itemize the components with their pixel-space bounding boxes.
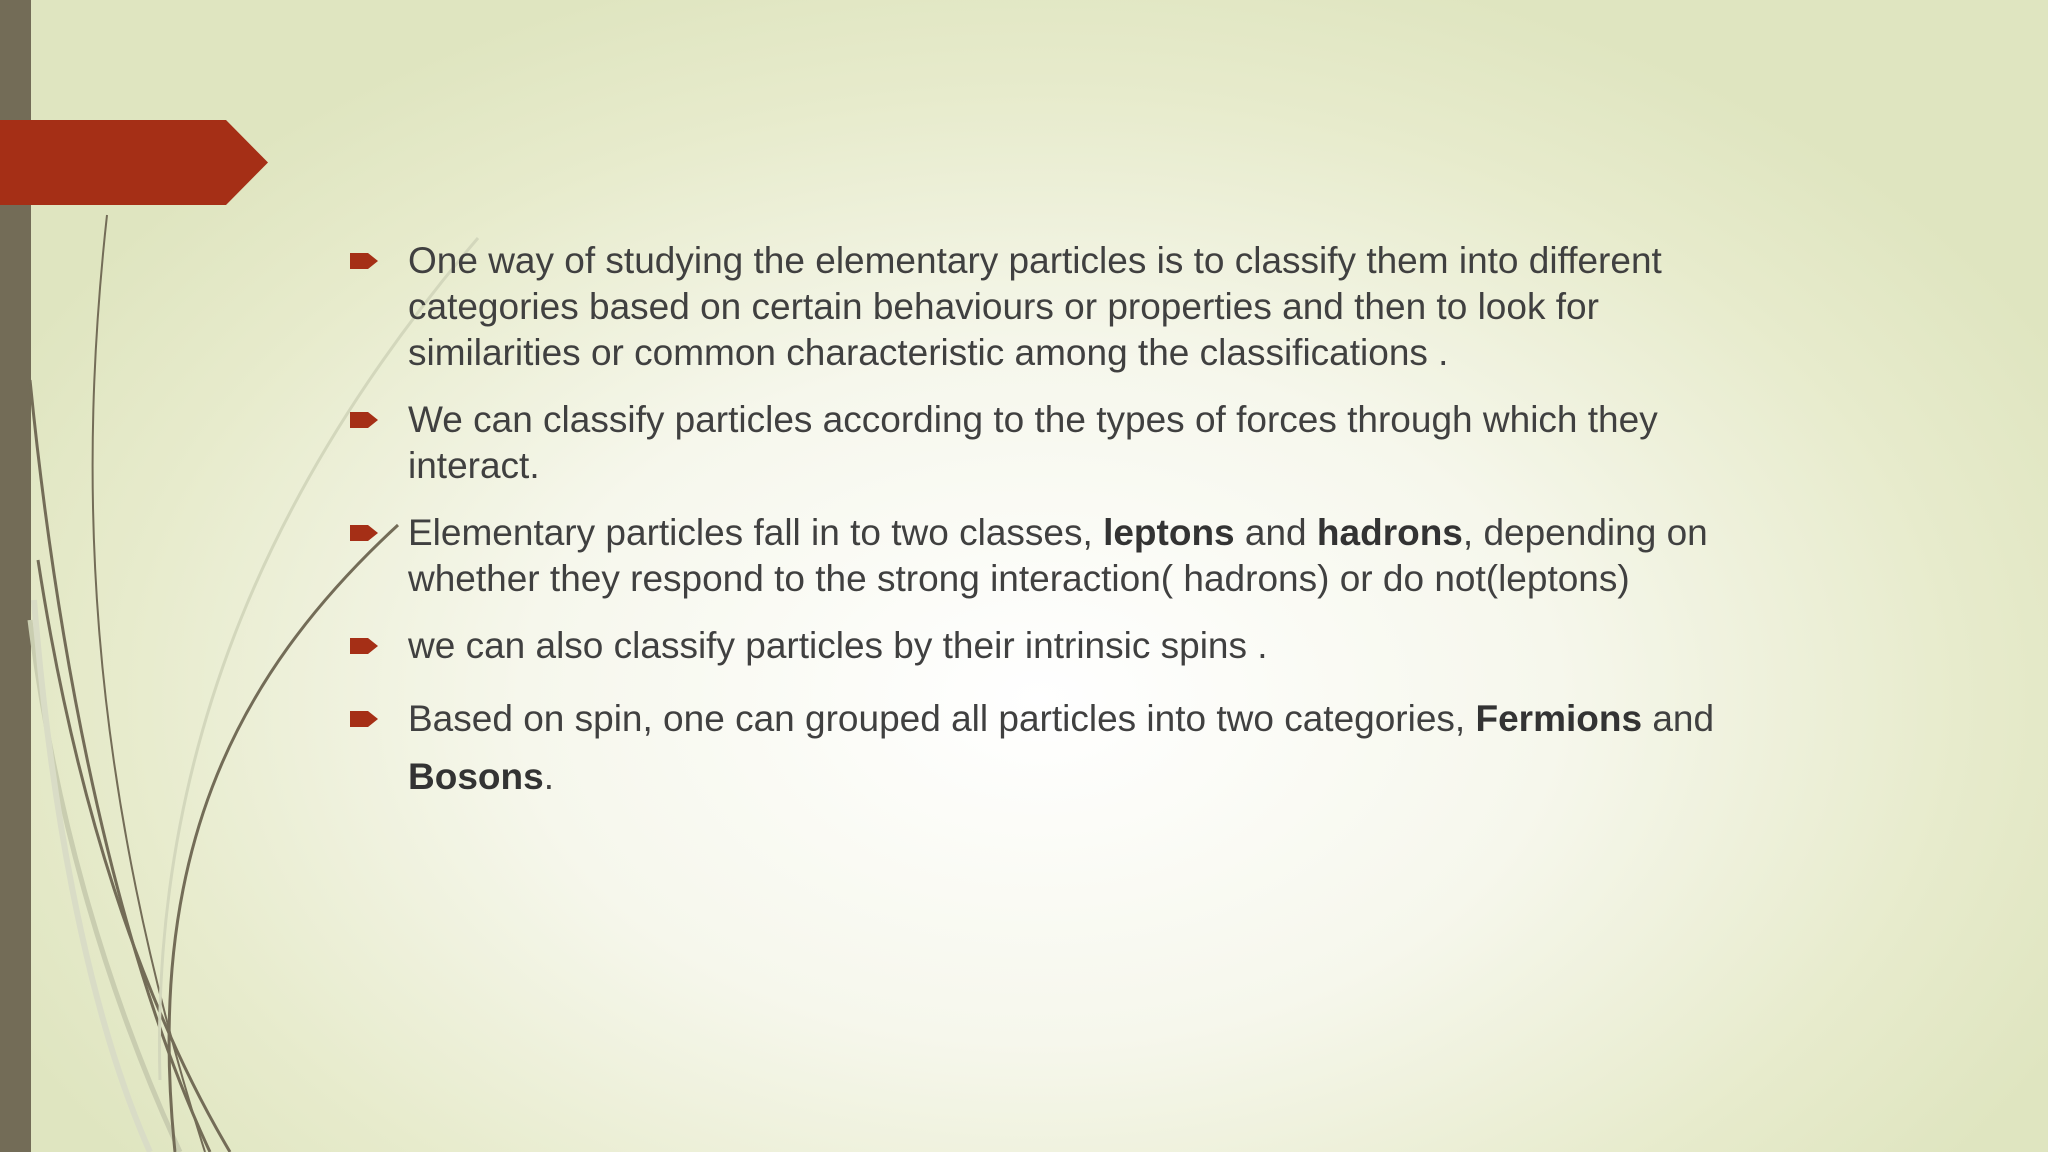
bold-term: leptons: [1103, 512, 1235, 553]
bold-term: Bosons: [408, 756, 544, 797]
bullet-b2: [350, 397, 1770, 489]
bullet-b5: [350, 690, 1770, 806]
bullet-text: , depending on whether they respond to the strong interaction( hadrons) or do not(leptons): [408, 512, 1708, 599]
bullet-text: and: [1642, 698, 1715, 739]
bold-term: Fermions: [1475, 698, 1643, 739]
bullet-text: Elementary particles fall in to two classes,: [408, 512, 1104, 553]
bullet-text: .: [543, 756, 554, 797]
bullet-b1: [350, 238, 1770, 376]
bullet-b3: [350, 510, 1770, 602]
bullet-b4: [350, 623, 1770, 669]
bold-term: hadrons: [1316, 512, 1463, 553]
arrow-bullet-icon: [350, 410, 380, 430]
arrow-bullet-icon: [350, 523, 380, 543]
arrow-bullet-icon: [350, 709, 380, 729]
bullet-text: We can classify particles according to the types of forces through which they interact.: [408, 399, 1658, 486]
arrow-bullet-icon: [350, 251, 380, 271]
bullet-text: we can also classify particles by their intrinsic spins .: [408, 625, 1268, 666]
arrow-bullet-icon: [350, 636, 380, 656]
bullet-text: One way of studying the elementary particles is to classify them into different categories based on certain behaviours or properties and then to look for similarities or common characteristic among the classifications .: [408, 240, 1662, 373]
bullet-text: Based on spin, one can grouped all particles into two categories,: [408, 698, 1476, 739]
title-accent-arrow: [0, 120, 268, 205]
bullet-text: and: [1234, 512, 1317, 553]
bullet-list: [350, 238, 1770, 827]
